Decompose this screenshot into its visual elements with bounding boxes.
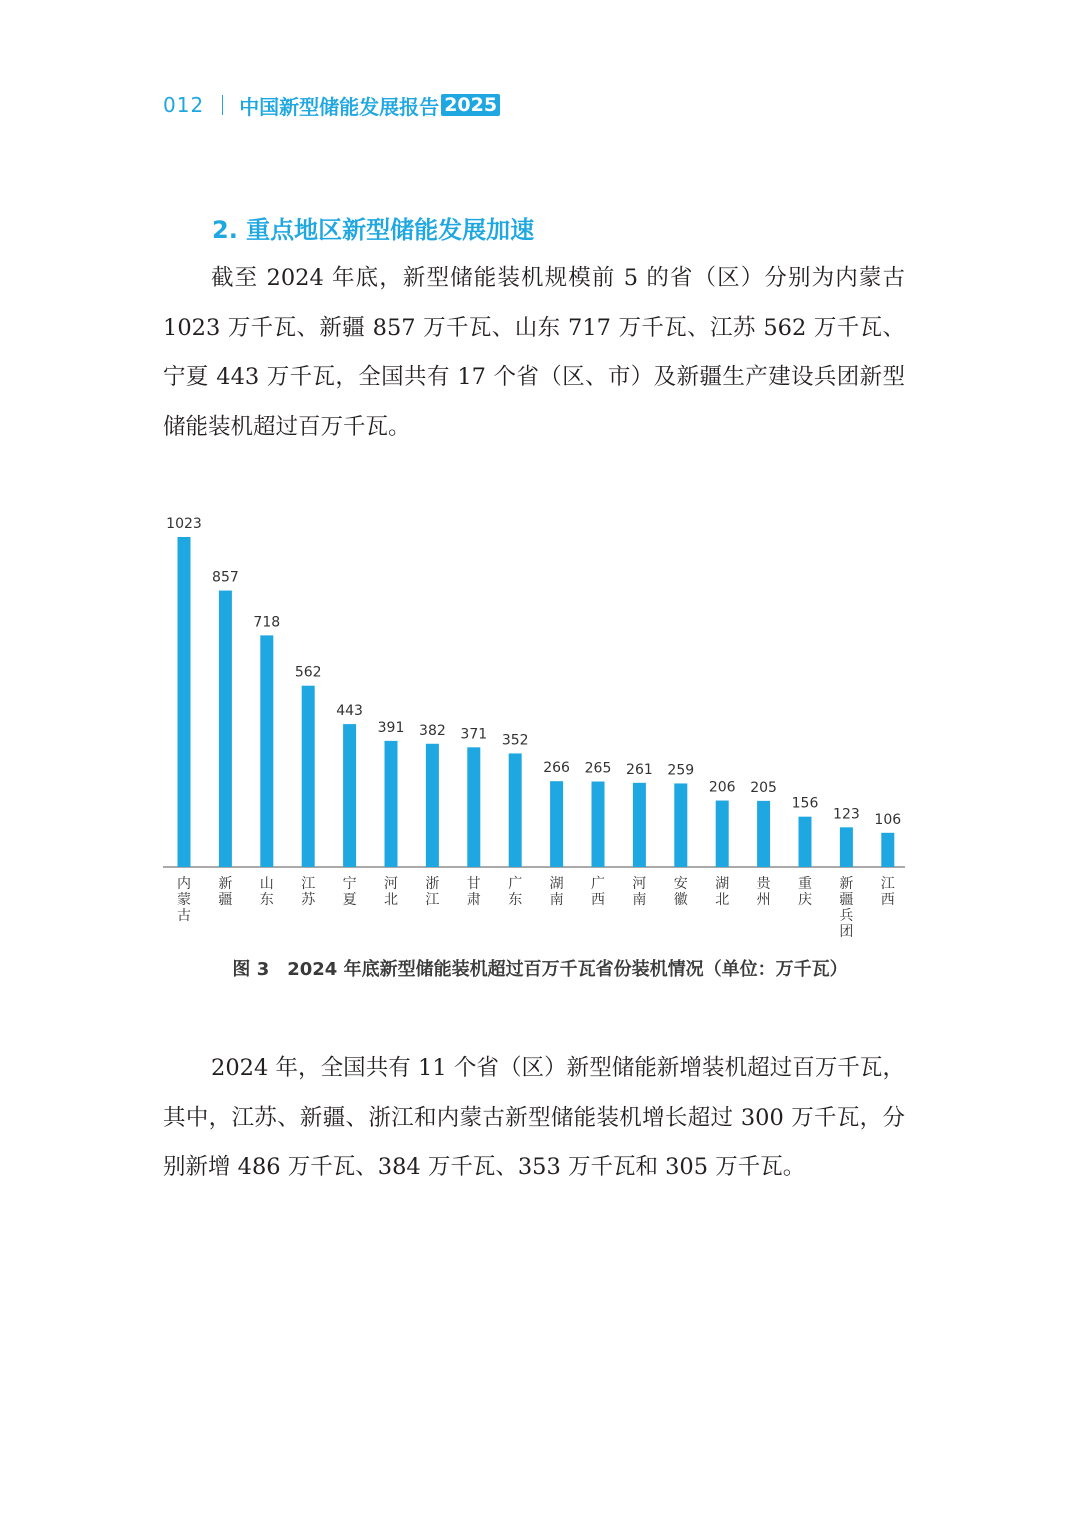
category-label: 宁夏 [342, 876, 357, 908]
bar [881, 833, 894, 867]
data-label: 123 [833, 806, 860, 823]
bar [509, 753, 522, 867]
bar [426, 744, 439, 867]
data-label: 206 [708, 779, 736, 796]
category-label: 新疆 [218, 876, 233, 908]
data-label: 205 [750, 779, 777, 796]
data-label: 261 [626, 761, 653, 778]
category-label: 山东 [259, 876, 274, 908]
bar [467, 747, 480, 867]
category-label: 内蒙古 [177, 876, 191, 924]
category-label: 河北 [384, 876, 398, 908]
header-divider [222, 95, 223, 115]
body-paragraph-1: 截至 2024 年底，新型储能装机规模前 5 的省（区）分别为内蒙古 1023 万千瓦、新疆 857 万千瓦、山东 717 万千瓦、江苏 562 万千瓦、宁夏 443 万千瓦，全国共有 17 个省（区、市）及新疆生产建设兵团新型储能装机超过百万千瓦。 [163, 265, 905, 440]
category-label: 江苏 [301, 876, 316, 908]
data-label: 259 [667, 762, 695, 779]
data-label: 857 [212, 569, 239, 586]
bar [674, 783, 687, 867]
bar [343, 724, 356, 867]
data-label: 266 [543, 760, 570, 777]
data-label: 371 [460, 726, 488, 743]
bar [385, 741, 398, 867]
bar-chart [0, 500, 1080, 950]
category-label: 贵州 [756, 876, 771, 908]
bar [178, 537, 191, 867]
category-label: 江西 [880, 876, 895, 908]
bar [592, 782, 605, 867]
data-label: 106 [874, 811, 902, 828]
report-year-badge: 2025 [441, 94, 500, 116]
bar [633, 783, 646, 867]
category-label: 新疆兵团 [839, 876, 854, 940]
bar [260, 635, 273, 867]
data-label: 562 [294, 664, 322, 681]
data-label: 265 [584, 760, 612, 777]
body-paragraph-2: 2024 年，全国共有 11 个省（区）新型储能新增装机超过百万千瓦，其中，江苏、新疆、浙江和内蒙古新型储能装机增长超过 300 万千瓦，分别新增 486 万千瓦、384 万千瓦、353 万千瓦和 305 万千瓦。 [163, 1055, 905, 1180]
data-label: 382 [419, 722, 446, 739]
bar [716, 801, 729, 867]
data-label: 352 [501, 732, 529, 749]
data-label: 443 [336, 703, 363, 720]
page-header [163, 90, 500, 120]
category-label: 湖南 [549, 876, 564, 908]
data-label: 391 [377, 719, 405, 736]
data-label: 1023 [166, 516, 202, 532]
category-label: 甘肃 [466, 876, 481, 908]
bar [302, 686, 315, 867]
bar [219, 591, 232, 867]
category-label: 湖北 [715, 876, 730, 908]
report-title: 中国新型储能发展报告 [239, 94, 440, 119]
category-label: 浙江 [425, 876, 440, 908]
data-label: 156 [791, 795, 819, 812]
category-label: 广东 [508, 876, 523, 908]
category-label: 安徽 [673, 876, 688, 908]
page-number: 012 [163, 93, 205, 117]
figure-caption: 图 3 2024 年底新型储能装机超过百万千瓦省份装机情况（单位：万千瓦） [232, 959, 848, 980]
category-label: 重庆 [798, 876, 812, 908]
bar [840, 827, 853, 867]
data-label: 718 [253, 614, 281, 631]
section-title: 2. 重点地区新型储能发展加速 [212, 216, 535, 244]
bar [757, 801, 770, 867]
bar [550, 781, 563, 867]
bar [799, 817, 812, 867]
category-label: 河南 [632, 876, 647, 908]
category-label: 广西 [591, 876, 605, 908]
